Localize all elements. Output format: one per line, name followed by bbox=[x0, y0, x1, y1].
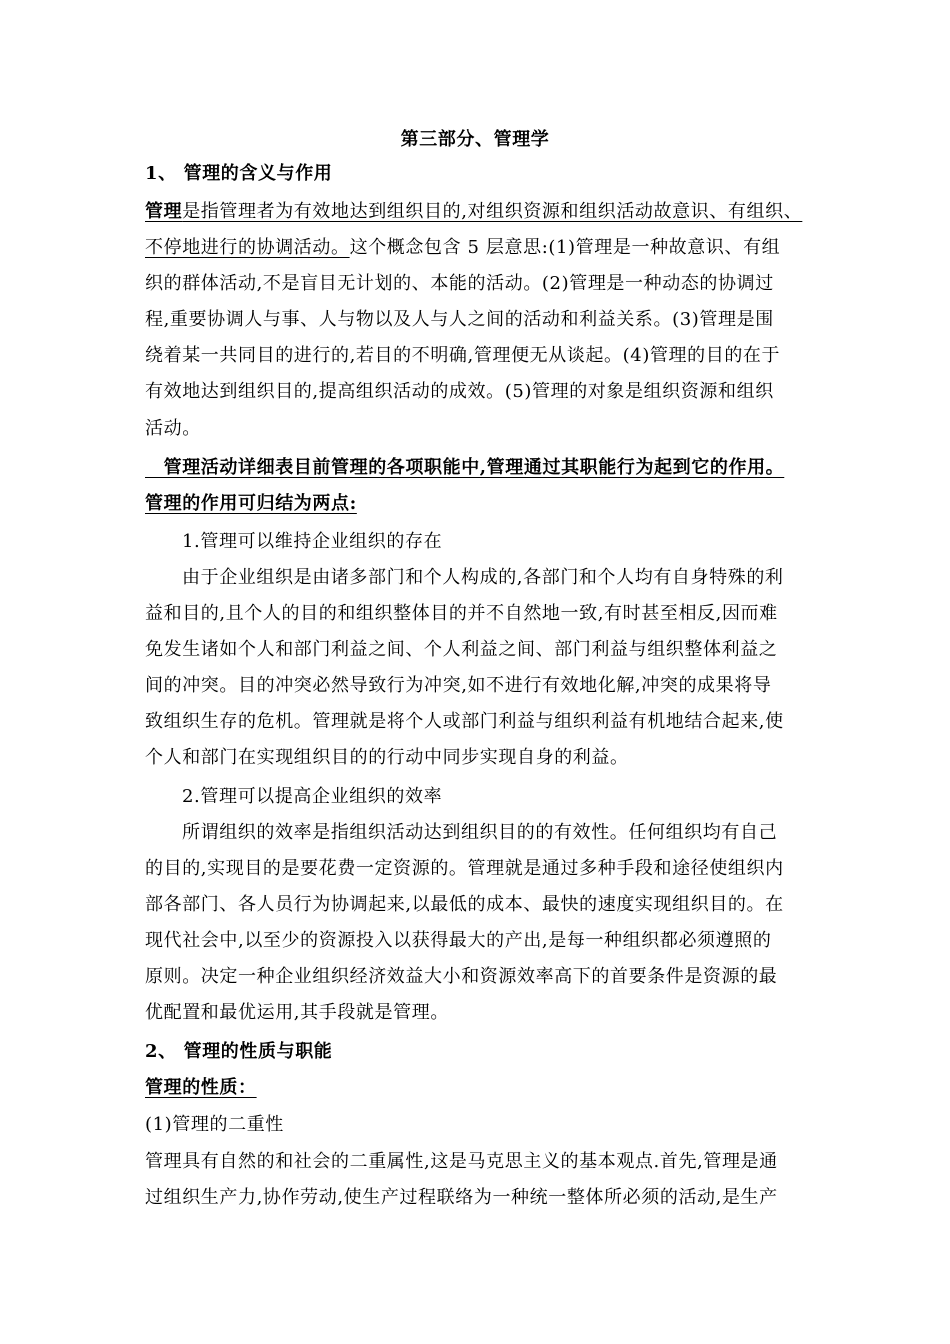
definition-text-2: 不停地进行的协调活动。 bbox=[145, 237, 350, 258]
paragraph-line: 优配置和最优运用,其手段就是管理。 bbox=[145, 1002, 449, 1023]
paragraph-line: 所谓组织的效率是指组织活动达到组织目的的有效性。任何组织均有自己 bbox=[182, 822, 778, 843]
paragraph-line: 原则。决定一种企业组织经济效益大小和资源效率高下的首要条件是资源的最 bbox=[145, 966, 778, 987]
paragraph-line: 现代社会中,以至少的资源投入以获得最大的产出,是每一种组织都必须遵照的 bbox=[145, 930, 772, 951]
paragraph-line: 个人和部门在实现组织目的的行动中同步实现自身的利益。 bbox=[145, 747, 629, 768]
paragraph-line: 有效地达到组织目的,提高组织活动的成效。(5)管理的对象是组织资源和组织 bbox=[145, 381, 774, 402]
definition-line-1 bbox=[145, 200, 815, 224]
definition-rest: 这个概念包含 5 层意思:(1)管理是一种故意识、有组 bbox=[349, 237, 781, 258]
definition-term: 管理 bbox=[145, 201, 183, 222]
paragraph-line: 致组织生存的危机。管理就是将个人或部门利益与组织利益有机地结合起来,使 bbox=[145, 711, 784, 732]
definition-line-2 bbox=[145, 236, 815, 260]
paragraph-line: 益和目的,且个人的目的和组织整体目的并不自然地一致,有时甚至相反,因而难 bbox=[145, 603, 778, 624]
paragraph-line: 免发生诸如个人和部门利益之间、个人利益之间、部门利益与组织整体利益之 bbox=[145, 639, 778, 660]
sub-heading: (1)管理的二重性 bbox=[145, 1114, 284, 1135]
section-1-heading: 1、 管理的含义与作用 bbox=[145, 163, 333, 184]
page-title: 第三部分、管理学 bbox=[400, 129, 550, 150]
list-item-2: 2.管理可以提高企业组织的效率 bbox=[182, 786, 443, 807]
paragraph-line: 程,重要协调人与事、人与物以及人与人之间的活动和利益关系。(3)管理是围 bbox=[145, 309, 774, 330]
paragraph-line: 绕着某一共同目的进行的,若目的不明确,管理便无从谈起。(4)管理的目的在于 bbox=[145, 345, 781, 366]
list-item-1: 1.管理可以维持企业组织的存在 bbox=[182, 531, 443, 552]
paragraph-line: 过组织生产力,协作劳动,使生产过程联络为一种统一整体所必须的活动,是生产 bbox=[145, 1187, 778, 1208]
emphasis-line: 管理活动详细表目前管理的各项职能中,管理通过其职能行为起到它的作用。 bbox=[145, 457, 785, 478]
paragraph-line: 管理具有自然的和社会的二重属性,这是马克思主义的基本观点.首先,管理是通 bbox=[145, 1151, 778, 1172]
paragraph-line: 的目的,实现目的是要花费一定资源的。管理就是通过多种手段和途径使组织内 bbox=[145, 858, 784, 879]
roles-heading: 管理的作用可归结为两点: bbox=[145, 493, 357, 514]
definition-text: 是指管理者为有效地达到组织目的,对组织资源和组织活动故意识、有组织、 bbox=[182, 201, 803, 222]
paragraph-line: 由于企业组织是由诸多部门和个人构成的,各部门和个人均有自身特殊的利 bbox=[182, 567, 784, 588]
paragraph-line: 部各部门、各人员行为协调起来,以最低的成本、最快的速度实现组织目的。在 bbox=[145, 894, 784, 915]
paragraph-line: 间的冲突。目的冲突必然导致行为冲突,如不进行有效地化解,冲突的成果将导 bbox=[145, 675, 772, 696]
nature-heading: 管理的性质： bbox=[145, 1077, 257, 1098]
paragraph-line: 织的群体活动,不是盲目无计划的、本能的活动。(2)管理是一种动态的协调过 bbox=[145, 273, 774, 294]
section-2-heading: 2、 管理的性质与职能 bbox=[145, 1041, 333, 1062]
paragraph-line: 活动。 bbox=[145, 418, 201, 439]
